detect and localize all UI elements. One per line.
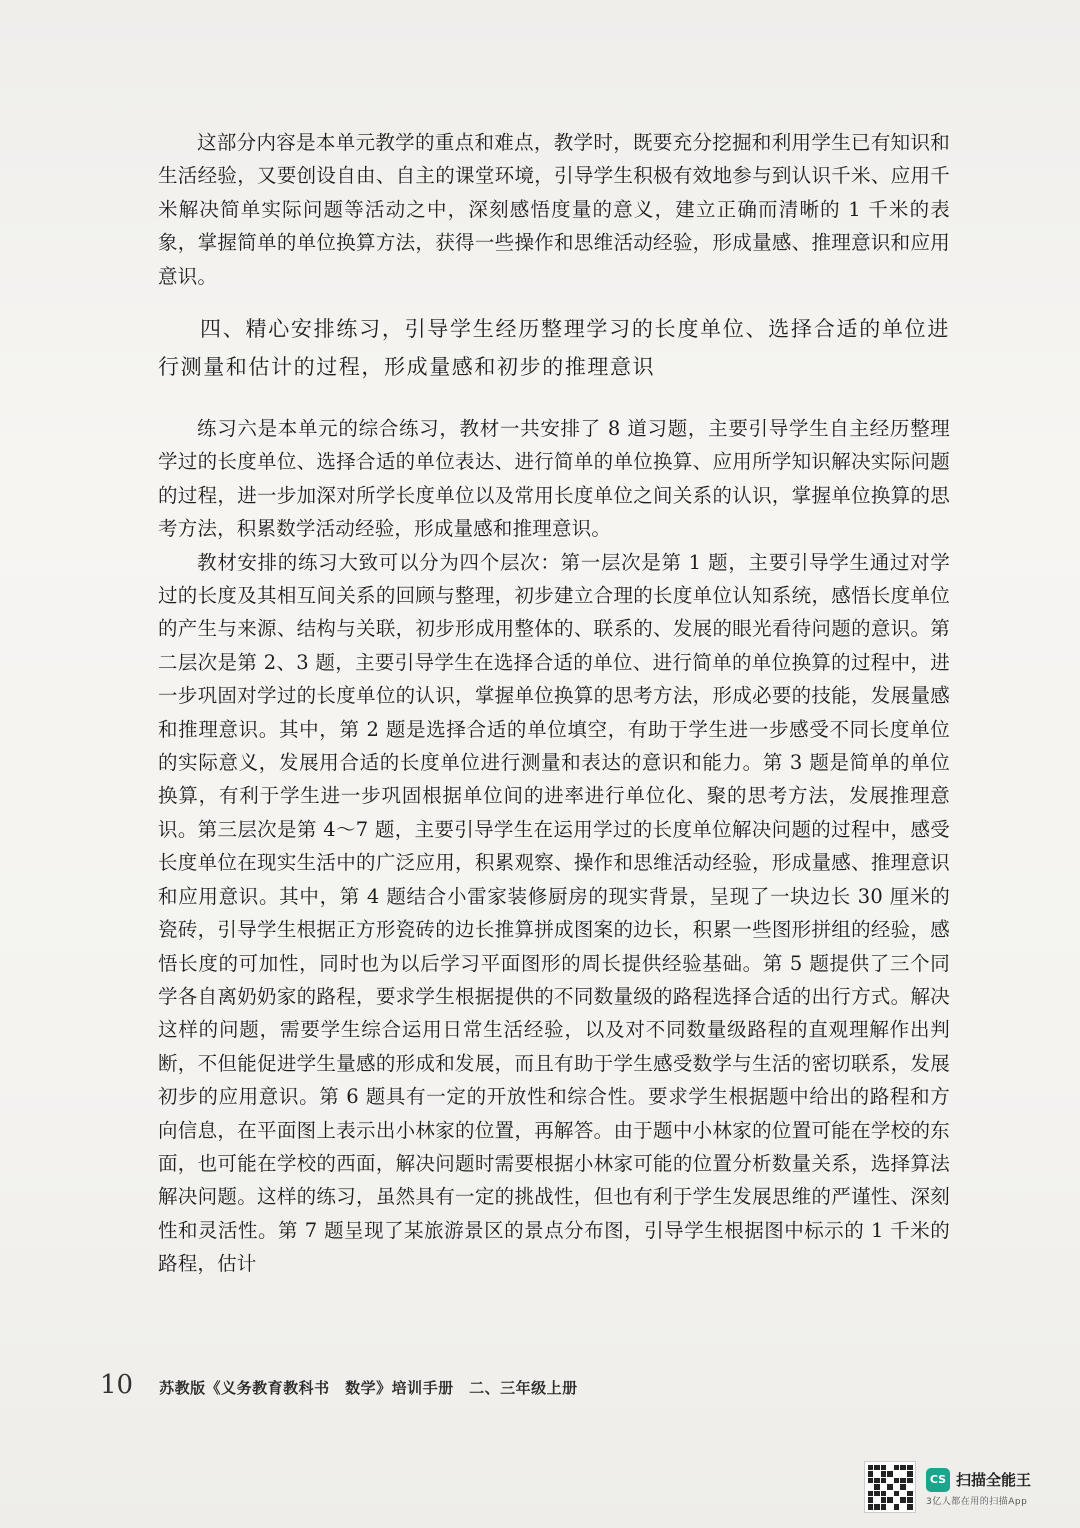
qr-code-icon [864, 1461, 916, 1513]
page-footer [100, 1370, 578, 1400]
book-title: 苏教版《义务教育教科书 数学》培训手册 二、三年级上册 [159, 1379, 578, 1397]
brand [926, 1468, 1031, 1507]
page-number: 10 [100, 1370, 134, 1400]
camscanner-logo-icon: CS [926, 1468, 950, 1492]
app-name: 扫描全能王 [956, 1471, 1032, 1489]
paragraph: 这部分内容是本单元教学的重点和难点，教学时，既要充分挖掘和利用学生已有知识和生活经验，又要创设自由、自主的课堂环境，引导学生积极有效地参与到认识千米、应用千米解决简单实际问题等活动之中，深刻感悟度量的意义，建立正确而清晰的 1 千米的表象，掌握简单的单位换算方法，获得一些操作和思维活动经验，形成量感、推理意识和应用意识。 [158, 131, 950, 288]
scanner-watermark [864, 1458, 1064, 1516]
practice-section [158, 412, 950, 1281]
paragraph: 教材安排的练习大致可以分为四个层次：第一层次是第 1 题，主要引导学生通过对学过的长度及其相互间关系的回顾与整理，初步建立合理的长度单位认知系统，感悟长度单位的产生与来源、结构与关联，初步形成用整体的、联系的、发展的眼光看待问题的意识。第二层次是第 2、3 题，主要引导学生在选择合适的单位、进行简单的单位换算的过程中，进一步巩固对学过的长度单位的认识，掌握单位换算的思考方法，形成必要的技能，发展量感和推理意识。其中，第 2 题是选择合适的单位填空，有助于学生进一步感受不同长度单位的实际意义，发展用合适的长度单位进行测量和表达的意识和能力。第 3 题是简单的单位换算，有利于学生进一步巩固根据单位间的进率进行单位化、聚的思考方法，发展推理意识。第三层次是第 4～7 题，主要引导学生在运用学过的长度单位解决问题的过程中，感受长度单位在现实生活中的广泛应用，积累观察、操作和思维活动经验，形成量感、推理意识和应用意识。其中，第 4 题结合小雷家装修厨房的现实背景，呈现了一块边长 30 厘米的瓷砖，引导学生根据正方形瓷砖的边长推算拼成图案的边长，积累一些图形拼组的经验，感悟长度的可加性，同时也为以后学习平面图形的周长提供经验基础。第 5 题提供了三个同学各自离奶奶家的路程，要求学生根据提供的不同数量级的路程选择合适的出行方式。解决这样的问题，需要学生综合运用日常生活经验，以及对不同数量级路程的直观理解作出判断，不但能促进学生量感的形成和发展，而且有助于学生感受数学与生活的密切联系，发展初步的应用意识。第 6 题具有一定的开放性和综合性。要求学生根据题中给出的路程和方向信息，在平面图上表示出小林家的位置，再解答。由于题中小林家的位置可能在学校的东面，也可能在学校的西面，解决问题时需要根据小林家可能的位置分析数量关系，选择算法解决问题。这样的练习，虽然具有一定的挑战性，但也有利于学生发展思维的严谨性、深刻性和灵活性。第 7 题呈现了某旅游景区的景点分布图，引导学生根据图中标示的 1 千米的路程，估计 [158, 550, 950, 1276]
section-heading: 四、精心安排练习，引导学生经历整理学习的长度单位、选择合适的单位进行测量和估计的过程，形成量感和初步的推理意识 [158, 317, 950, 379]
intro-section [158, 126, 950, 293]
paragraph: 练习六是本单元的综合练习，教材一共安排了 8 道习题，主要引导学生自主经历整理学过的长度单位、选择合适的单位表达、进行简单的单位换算、应用所学知识解决实际问题的过程，进一步加深对所学长度单位以及常用长度单位之间关系的认识，掌握单位换算的思考方法，积累数学活动经验，形成量感和推理意识。 [158, 417, 950, 541]
app-tagline: 3亿人都在用的扫描App [926, 1496, 1028, 1507]
